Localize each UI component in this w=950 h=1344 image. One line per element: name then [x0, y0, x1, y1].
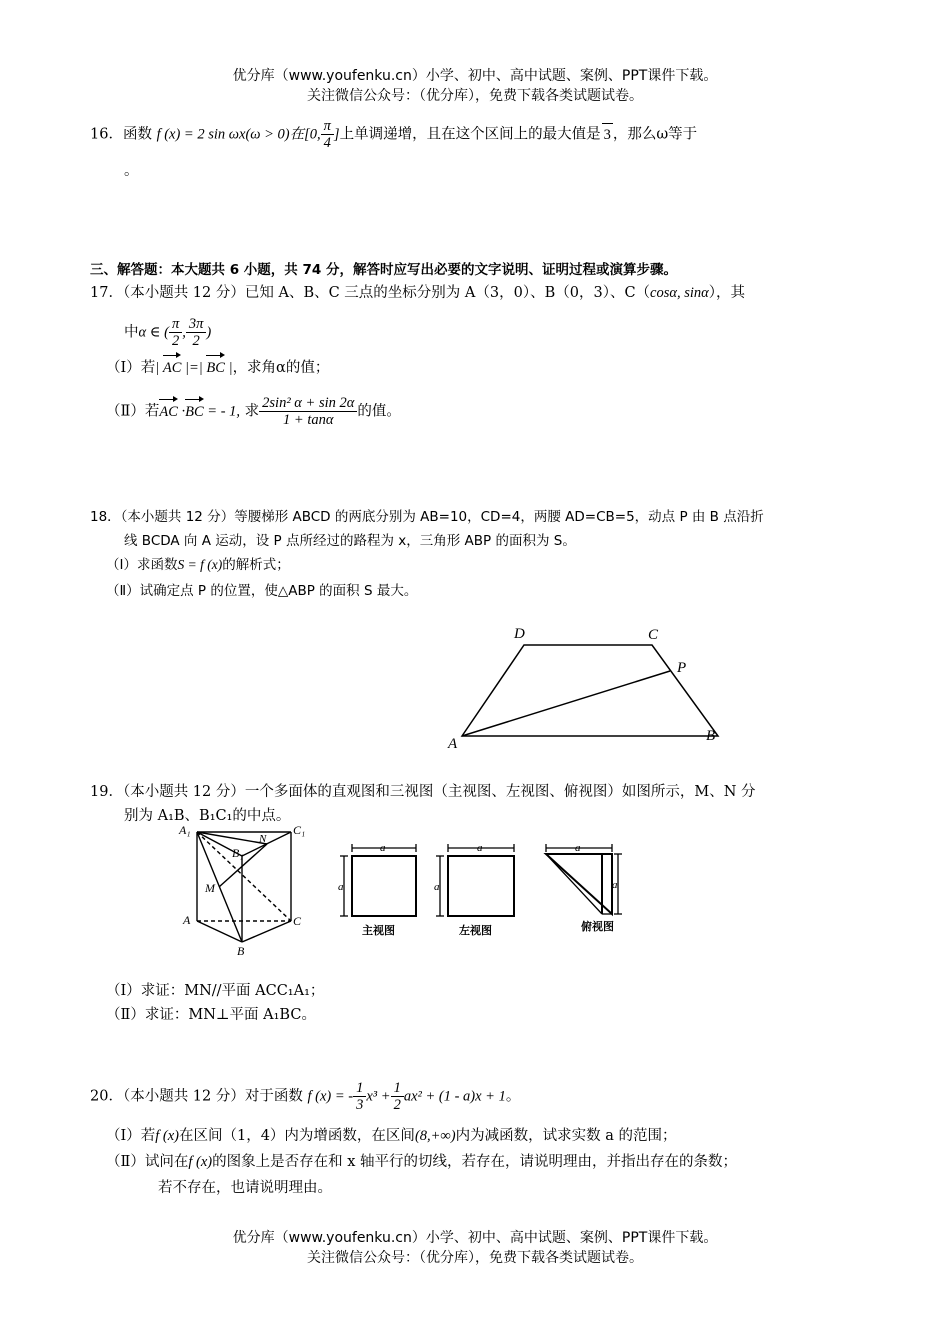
q16-sqrt: 3 — [602, 123, 613, 146]
q17-part-2: （Ⅱ）若AC ·BC = - 1, 求 $\frac{\text{2sin² α + sin 2α}}{1 + \tan\alpha}$ 的值。 — [106, 395, 401, 428]
q20-p1-interval: (8,+∞) — [414, 1128, 456, 1144]
left-view-a-top: a — [477, 842, 483, 854]
prism-figure — [175, 822, 310, 957]
q20-f2-den: 2 — [393, 1097, 401, 1113]
q16-function: f (x) = 2 sin ωx(ω > 0) — [156, 126, 290, 143]
label-d: D — [514, 626, 525, 642]
q16-frac-den: 4 — [323, 135, 331, 151]
q19-part-1: （Ⅰ）求证：MN//平面 ACC₁A₁； — [106, 983, 325, 999]
q20-f2-num: 1 — [391, 1080, 404, 1097]
q18-part-2: （Ⅱ）试确定点 P 的位置，使△ABP 的面积 S 最大。 — [106, 583, 418, 599]
label-c: C — [648, 627, 659, 643]
segment-ap — [462, 671, 670, 736]
q20-frac-2 — [391, 1080, 404, 1113]
q17-p2-pre: （Ⅱ）若 — [106, 403, 160, 420]
q17-f2-den: 2 — [192, 333, 200, 349]
header-line-1: 优分库（www.youfenku.cn）小学、初中、高中试题、案例、PPT课件下载。 — [232, 68, 718, 84]
left-view-a-left: a — [434, 881, 440, 893]
top-view — [540, 840, 630, 920]
q20-frac-1 — [353, 1080, 366, 1113]
left-view — [434, 840, 524, 920]
q17-expression-fraction — [259, 395, 357, 428]
q17-p2-ask: 求 — [244, 403, 260, 420]
header-line-2: 关注微信公众号：（优分库），免费下载各类试题试卷。 — [307, 88, 643, 104]
q18-part-1 — [106, 554, 290, 576]
q20-part-2 — [106, 1151, 737, 1173]
q17-frac-1 — [169, 316, 182, 349]
q16-tail: ，那么ω等于 — [612, 126, 698, 143]
q20-p2-pre: （Ⅱ）试问在 — [106, 1154, 189, 1170]
footer-line-1: 优分库（www.youfenku.cn）小学、初中、高中试题、案例、PPT课件下载。 — [232, 1230, 718, 1246]
q17-line2-math: α ∈ ( — [138, 324, 169, 341]
main-view-label: 主视图 — [362, 924, 395, 937]
q17-p1-post: ，求角α的值； — [232, 360, 330, 376]
q17-f1-num: π — [169, 316, 182, 333]
q17-p2-post: 的值。 — [357, 403, 401, 420]
vector-ac-2: AC — [159, 401, 178, 423]
q20-f1-num: 1 — [353, 1080, 366, 1097]
q20-rest: ax² + (1 - a)x + 1 — [403, 1088, 506, 1105]
q19-line-2: 别为 A₁B、B₁C₁的中点。 — [124, 808, 291, 824]
top-view-a-top: a — [575, 842, 581, 854]
label-c: C — [293, 914, 302, 928]
q17-line-2: 中α ∈ ( $\frac{\pi}{2}$ , $\frac{3\pi}{2}$ ) — [124, 316, 212, 349]
label-a: A — [448, 736, 458, 752]
label-p: P — [677, 660, 687, 676]
q18-p1-end: 的解析式； — [222, 557, 290, 573]
label-b1: B₁ — [232, 846, 244, 860]
q20-x3: x³ + — [366, 1088, 391, 1105]
top-view-label: 俯视图 — [581, 920, 614, 933]
top-view-a-right: a — [612, 879, 618, 891]
q19-part-2: （Ⅱ）求证：MN⊥平面 A₁BC。 — [106, 1007, 316, 1023]
vector-bc-2: BC — [185, 401, 204, 423]
left-view-label: 左视图 — [459, 924, 492, 937]
label-a: A — [183, 913, 191, 927]
q17-f1-den: 2 — [171, 333, 180, 349]
q20-line1-pre: 20．（本小题共 12 分）对于函数 — [90, 1088, 303, 1105]
q17-line-1 — [90, 282, 745, 304]
q16-mid: 上单调递增，且在这个区间上的最大值是 — [339, 126, 601, 143]
q16-frac-num: π — [321, 118, 334, 135]
section-3-title: 三、解答题：本大题共 6 小题，共 74 分，解答时应写出必要的文字说明、证明过程或演算步骤。 — [90, 262, 677, 278]
label-b: B — [237, 944, 245, 957]
q20-p2-end: 的图象上是否存在和 x 轴平行的切线，若存在，请说明理由，并指出存在的条数； — [212, 1154, 738, 1170]
q20-p1-pre: （Ⅰ）若 — [106, 1128, 156, 1144]
q17-line1-text: 17．（本小题共 12 分）已知 A、B、C 三点的坐标分别为 A（3，0）、B（0，3）、C（ — [90, 285, 651, 301]
question-16 — [90, 118, 697, 151]
label-a1: A₁ — [179, 823, 191, 837]
q17-p2-eq: = - 1, — [207, 403, 241, 420]
q16-line-2: 。 — [124, 163, 139, 179]
q16-interval-post: ] — [333, 126, 340, 143]
q18-p1-math: S = f (x) — [177, 557, 223, 572]
label-m: M — [205, 881, 215, 895]
q20-f1-den: 3 — [356, 1097, 364, 1113]
q17-line1-end: ），其 — [708, 285, 746, 301]
q17-p2-den: 1 + tanα — [283, 412, 334, 428]
label-c1: C₁ — [293, 823, 306, 837]
q18-line-1: 18．（本小题共 12 分）等腰梯形 ABCD 的两底分别为 AB=10，CD=4，两腰 AD=CB=5，动点 P 由 B 点沿折 — [90, 509, 764, 525]
q20-fx: f (x) = - — [307, 1088, 354, 1105]
q16-interval-pre: 在[0, — [289, 126, 321, 143]
q20-line-1 — [90, 1080, 520, 1113]
main-view — [338, 840, 428, 920]
q20-p1-end: 内为减函数，试求实数 a 的范围； — [455, 1128, 677, 1144]
vector-bc: BC — [206, 357, 225, 379]
q20-part-2-line-2: 若不存在，也请说明理由。 — [158, 1180, 332, 1196]
trapezoid-abcd — [462, 645, 718, 736]
q20-p1-mid: 在区间（1，4）内为增函数，在区间 — [178, 1128, 415, 1144]
q20-part-1 — [106, 1125, 676, 1147]
q18-line-2: 线 BCDA 向 A 运动，设 P 点所经过的路程为 x，三角形 ABP 的面积为 S。 — [124, 533, 576, 549]
q19-line-1: 19．（本小题共 12 分）一个多面体的直观图和三视图（主视图、左视图、俯视图）如图所示，M、N 分 — [90, 784, 756, 800]
trapezoid-figure — [440, 620, 730, 755]
vector-ac: AC — [163, 357, 182, 379]
q17-f2-num: 3π — [186, 316, 207, 333]
q20-p1-fx: f (x) — [155, 1128, 179, 1144]
label-n: N — [259, 833, 267, 845]
q17-frac-2 — [186, 316, 207, 349]
q17-line2-pre: 中 — [124, 324, 139, 341]
q17-line2-close: ) — [206, 324, 212, 341]
footer-line-2: 关注微信公众号：（优分库），免费下载各类试题试卷。 — [307, 1250, 643, 1266]
q18-p1-text: （Ⅰ）求函数 — [106, 557, 178, 573]
main-view-a-top: a — [380, 842, 386, 854]
main-view-a-left: a — [338, 881, 344, 893]
q17-line1-math: cosα, sinα — [650, 285, 709, 301]
q17-p1-pre: （Ⅰ）若 — [106, 360, 156, 376]
q16-fraction — [321, 118, 334, 151]
q16-number: 16． — [90, 126, 123, 143]
q17-p2-num: 2sin² α + sin 2α — [259, 395, 357, 412]
q16-prefix: 函数 — [122, 126, 152, 143]
q20-p2-fx: f (x) — [188, 1154, 213, 1170]
q20-line1-end: 。 — [505, 1088, 521, 1105]
q17-part-1: （Ⅰ）若| AC |=| BC |，求角α的值； — [106, 357, 329, 379]
label-b: B — [706, 728, 716, 744]
